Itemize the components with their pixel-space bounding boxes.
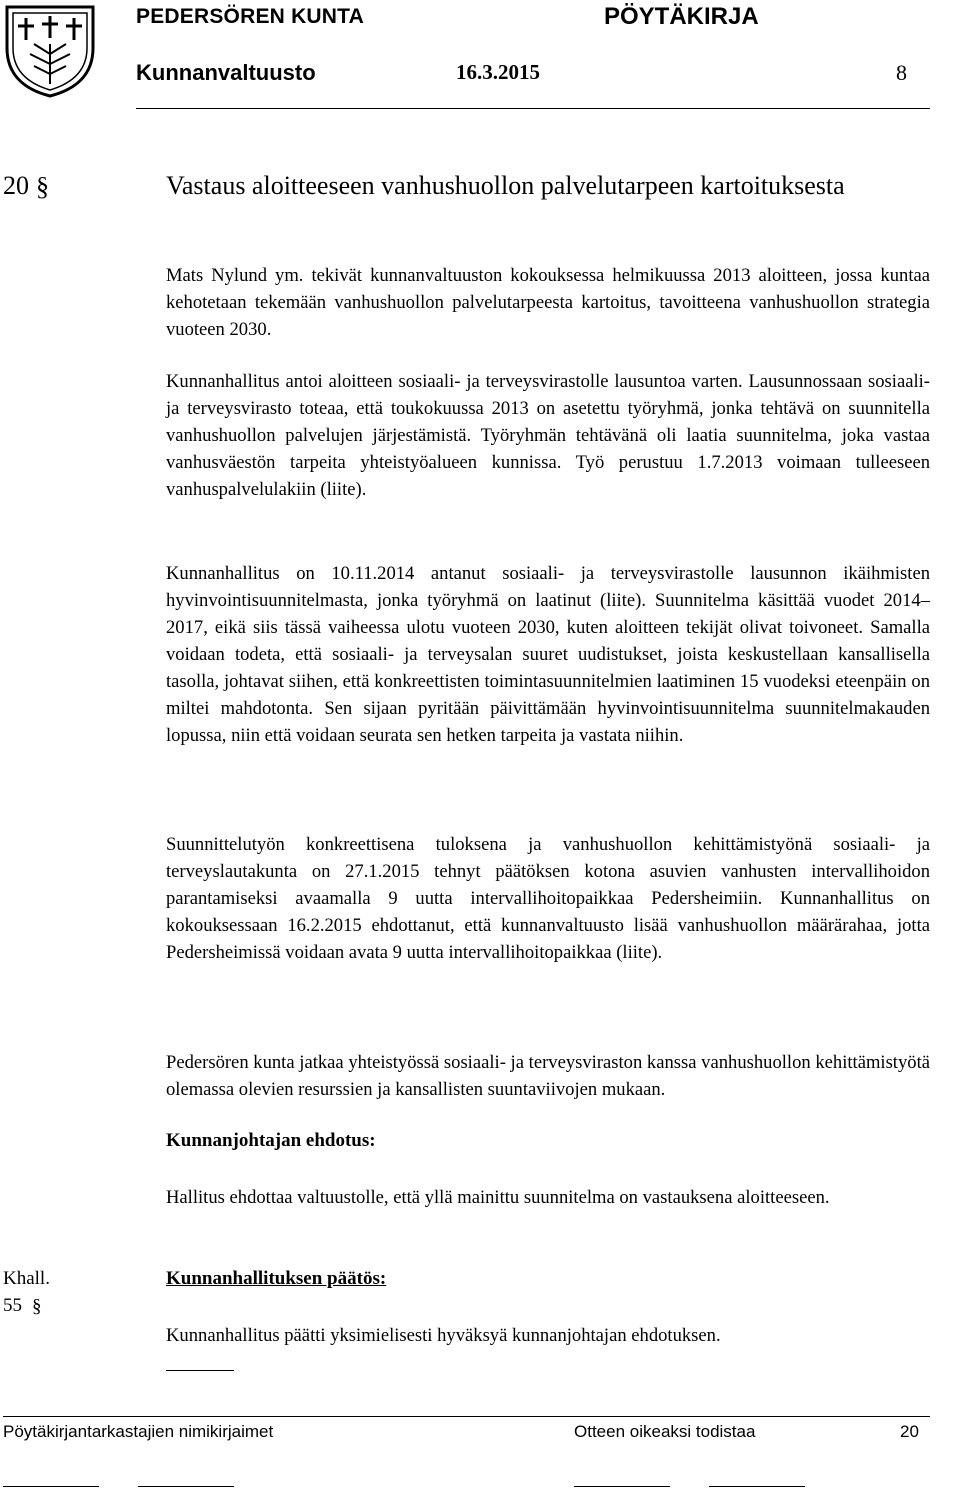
board-reference-number: 55 (3, 1295, 22, 1316)
paragraph-continuation: Pedersören kunta jatkaa yhteistyössä sosiaali- ja terveysviraston kanssa vanhushuollon kehittämistyötä olemassa olevien resurssien ja kansallisten suuntaviivojen mukaan. (166, 1052, 930, 1100)
paragraph-statement: Kunnanhallitus antoi aloitteen sosiaali- ja terveysvirastolle lausuntoa varten. Lausunnossaan sosiaali- ja terveysvirasto toteaa, että toukokuussa 2013 on asetettu työryhmä, jonka tehtävä on suunnitella vanhushuollon palvelujen järjestämistä. Työryhmän tehtävänä oli laatia suunnitelma, joka vastaa vanhusväestön tarpeita yhteistyöalueen kunnissa. Työ perustuu 1.7.2013 voimaan tulleeseen vanhuspalvelulakiin (liite). (166, 371, 930, 500)
signature-line (709, 1486, 805, 1487)
footer-initials-label: Pöytäkirjantarkastajien nimikirjaimet (3, 1422, 274, 1441)
header-divider (136, 108, 930, 109)
header-page-number: 8 (896, 60, 907, 85)
signature-line (138, 1486, 234, 1487)
decision-end-rule (166, 1370, 234, 1371)
signature-line (574, 1486, 670, 1487)
paragraph-plan: Kunnanhallitus on 10.11.2014 antanut sosiaali- ja terveysvirastolle lausunnon ikäihmisten hyvinvointisuunnitelmasta, jonka työryhmä on laatinut (liite). Suunnitelma käsittää vuodet 2014–2017, eikä siis tässä vaiheessa ulotu vuoteen 2030, kuten aloitteen tekijät olivat toivoneet. Samalla voidaan todeta, että sosiaali- ja terveysalan suuret uudistukset, joista keskustellaan kansallisella tasolla, johtavat siihen, että konkreettisten toimintasuunnitelmien laatiminen 15 vuodeksi eteenpäin on miltei mahdotonta. Sen sijaan pyritään päivittämään hyvinvointisuunnitelma suunnitelmakauden lopussa, niin että voidaan seurata sen hetken tarpeita ja vastata niihin. (166, 563, 930, 746)
proposal-text: Hallitus ehdottaa valtuustolle, että yllä mainittu suunnitelma on vastauksena aloitteeseen. (166, 1187, 830, 1208)
decision-heading: Kunnanhallituksen päätös: (166, 1268, 387, 1289)
municipality-crest-icon (4, 4, 96, 98)
footer-divider (3, 1416, 930, 1417)
paragraph-result: Suunnittelutyön konkreettisena tuloksena ja vanhushuollon kehittämistyönä sosiaali- ja terveyslautakunta on 27.1.2015 tehnyt päätöksen kotona asuvien vanhusten intervallihoidon parantamiseksi avaamalla 9 uutta intervallihoitopaikkaa Pedersheimiin. Kunnanhallitus on kokouksessaan 16.2.2015 ehdottanut, että kunnanvaltuusto lisää vanhushuollon määrärahaa, jotta Pedersheimissä voidaan avata 9 uutta intervallihoitopaikkaa (liite). (166, 834, 930, 963)
header-document-type: PÖYTÄKIRJA (604, 3, 759, 30)
section-title: Vastaus aloitteeseen vanhushuollon palvelutarpeen kartoituksesta (166, 171, 845, 200)
footer-page-number: 20 (900, 1422, 919, 1441)
header-date: 16.3.2015 (456, 60, 540, 84)
decision-text: Kunnanhallitus päätti yksimielisesti hyväksyä kunnanjohtajan ehdotuksen. (166, 1325, 721, 1346)
signature-line (3, 1486, 99, 1487)
proposal-heading: Kunnanjohtajan ehdotus: (166, 1130, 376, 1151)
section-mark: § (36, 172, 49, 201)
board-reference-label: Khall. (3, 1268, 50, 1289)
section-number: 20 (3, 171, 29, 200)
header-organization: PEDERSÖREN KUNTA (136, 5, 364, 28)
footer-certification-label: Otteen oikeaksi todistaa (574, 1422, 756, 1441)
paragraph-initiative: Mats Nylund ym. tekivät kunnanvaltuuston kokouksessa helmikuussa 2013 aloitteen, jossa kuntaa kehotetaan tekemään vanhushuollon palvelutarpeesta kartoitus, tavoitteena vanhushuollon strategia vuoteen 2030. (166, 265, 930, 340)
header-body: Kunnanvaltuusto (136, 60, 316, 85)
board-reference-mark: § (32, 1296, 42, 1317)
